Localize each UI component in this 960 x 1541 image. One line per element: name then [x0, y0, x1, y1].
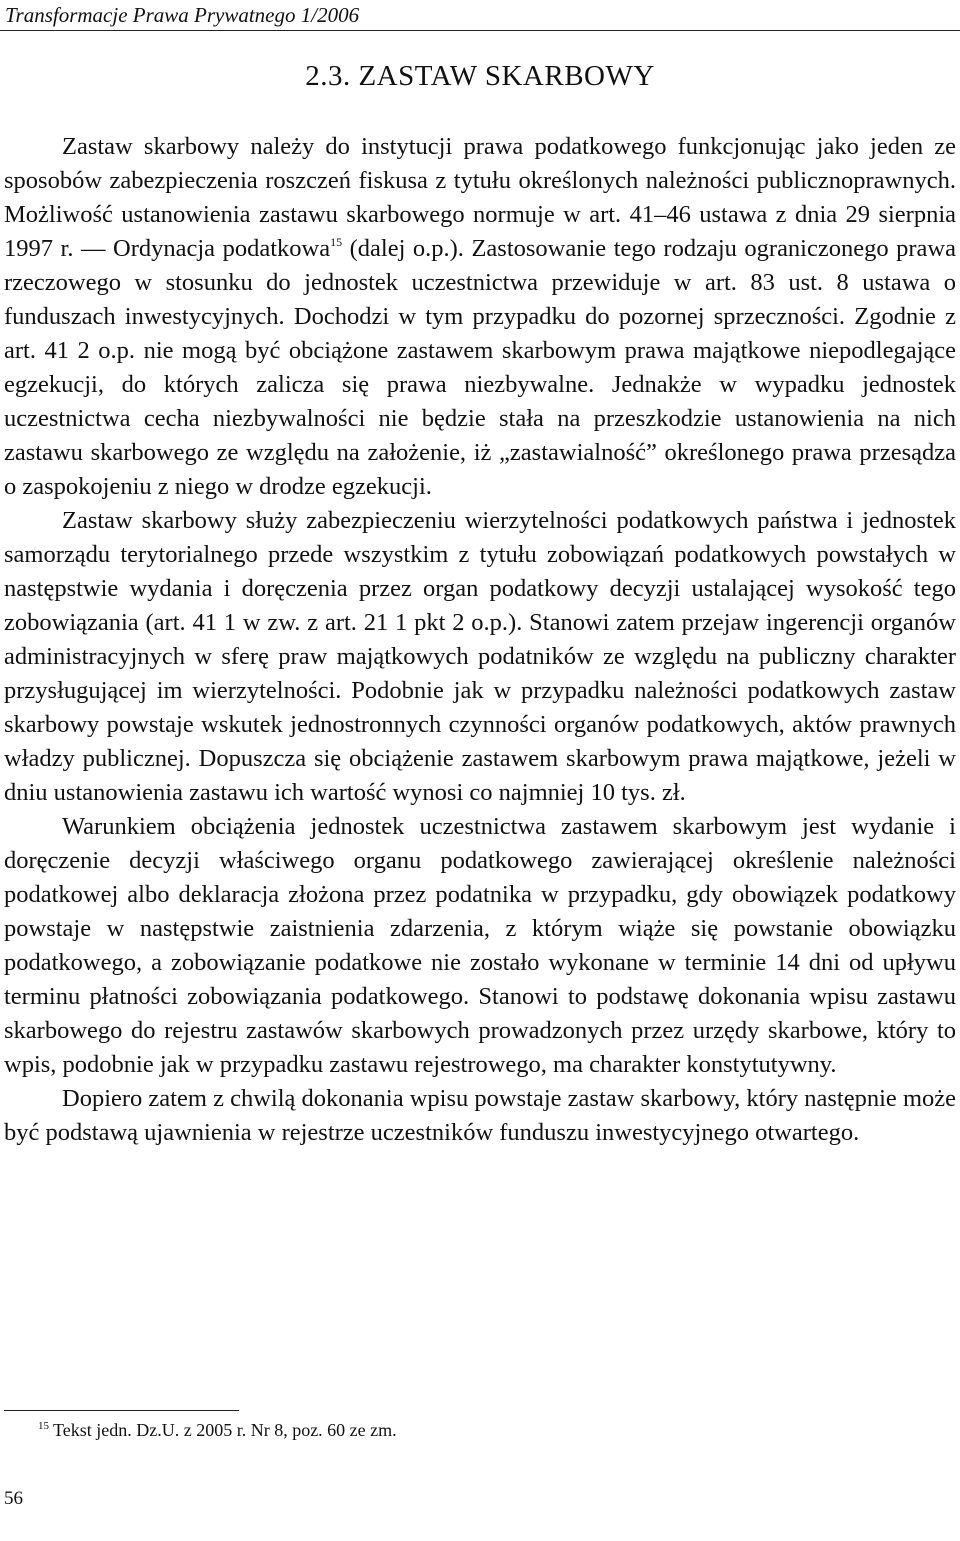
footnote-number: 15	[38, 1420, 49, 1432]
footnote-text: Tekst jedn. Dz.U. z 2005 r. Nr 8, poz. 60 ze zm.	[53, 1420, 397, 1440]
section-title: 2.3. ZASTAW SKARBOWY	[305, 60, 655, 92]
page-number: 56	[4, 1488, 23, 1509]
body-text	[4, 130, 956, 1150]
footnote-reference: 15	[330, 235, 343, 249]
footnote-rule	[4, 1410, 239, 1411]
running-header: Transformacje Prawa Prywatnego 1/2006	[5, 3, 360, 27]
paragraph-3: Warunkiem obciążenia jednostek uczestnictwa zastawem skarbowym jest wydanie i doręczenie decyzji właściwego organu podatkowego zawierającej określenie należności podatkowej albo deklaracja złożona przez podatnika w przypadku, gdy obowiązek podatkowy powstaje w następstwie zaistnienia zdarzenia, z którym wiąże się powstanie obowiązku podatkowego, a zobowiązanie podatkowe nie zostało wykonane w terminie 14 dni od upływu terminu płatności zobowiązania podatkowego. Stanowi to podstawę dokonania wpisu zastawu skarbowego do rejestru zastawów skarbowych prowadzonych przez urzędy skarbowe, który to wpis, podobnie jak w przypadku zastawu rejestrowego, ma charakter konstytutywny.	[4, 813, 956, 1078]
paragraph-1-part-1: Zastaw skarbowy należy do instytucji prawa podatkowego funkcjonując jako jeden ze sposobów zabezpieczenia roszczeń fiskusa z tytułu określonych należności publicznoprawnych. Możliwość ustanowienia zastawu skarbowego normuje w art. 41–46 ustawa z dnia 29 sierpnia 1997 r. — Ordynacja podatkowa	[4, 133, 956, 262]
paragraph-4: Dopiero zatem z chwilą dokonania wpisu powstaje zastaw skarbowy, który następnie może być podstawą ujawnienia w rejestrze uczestników funduszu inwestycyjnego otwartego.	[4, 1085, 956, 1146]
paragraph-1-part-2: (dalej o.p.). Zastosowanie tego rodzaju ograniczonego prawa rzeczowego w stosunku do jednostek uczestnictwa przewiduje w art. 83 ust. 8 ustawa o funduszach inwestycyjnych. Dochodzi w tym przypadku do pozornej sprzeczności. Zgodnie z art. 41 2 o.p. nie mogą być obciążone zastawem skarbowym prawa majątkowe niepodlegające egzekucji, do których zalicza się prawa niezbywalne. Jednakże w wypadku jednostek uczestnictwa cecha niezbywalności nie będzie stała na przeszkodzie ustanowienia na nich zastawu skarbowego ze względu na założenie, iż „zastawialność” określonego prawa przesądza o zaspokojeniu z niego w drodze egzekucji.	[4, 235, 956, 500]
footnote	[38, 1417, 397, 1443]
header-rule	[0, 30, 960, 31]
paragraph-1	[4, 130, 956, 504]
paragraph-2: Zastaw skarbowy służy zabezpieczeniu wierzytelności podatkowych państwa i jednostek samorządu terytorialnego przede wszystkim z tytułu zobowiązań podatkowych powstałych w następstwie wydania i doręczenia przez organ podatkowy decyzji ustalającej wysokość tego zobowiązania (art. 41 1 w zw. z art. 21 1 pkt 2 o.p.). Stanowi zatem przejaw ingerencji organów administracyjnych w sferę praw majątkowych podatników ze względu na publiczny charakter przysługującej im wierzytelności. Podobnie jak w przypadku należności podatkowych zastaw skarbowy powstaje wskutek jednostronnych czynności organów podatkowych, aktów prawnych władzy publicznej. Dopuszcza się obciążenie zastawem skarbowym prawa majątkowe, jeżeli w dniu ustanowienia zastawu ich wartość wynosi co najmniej 10 tys. zł.	[4, 507, 956, 806]
